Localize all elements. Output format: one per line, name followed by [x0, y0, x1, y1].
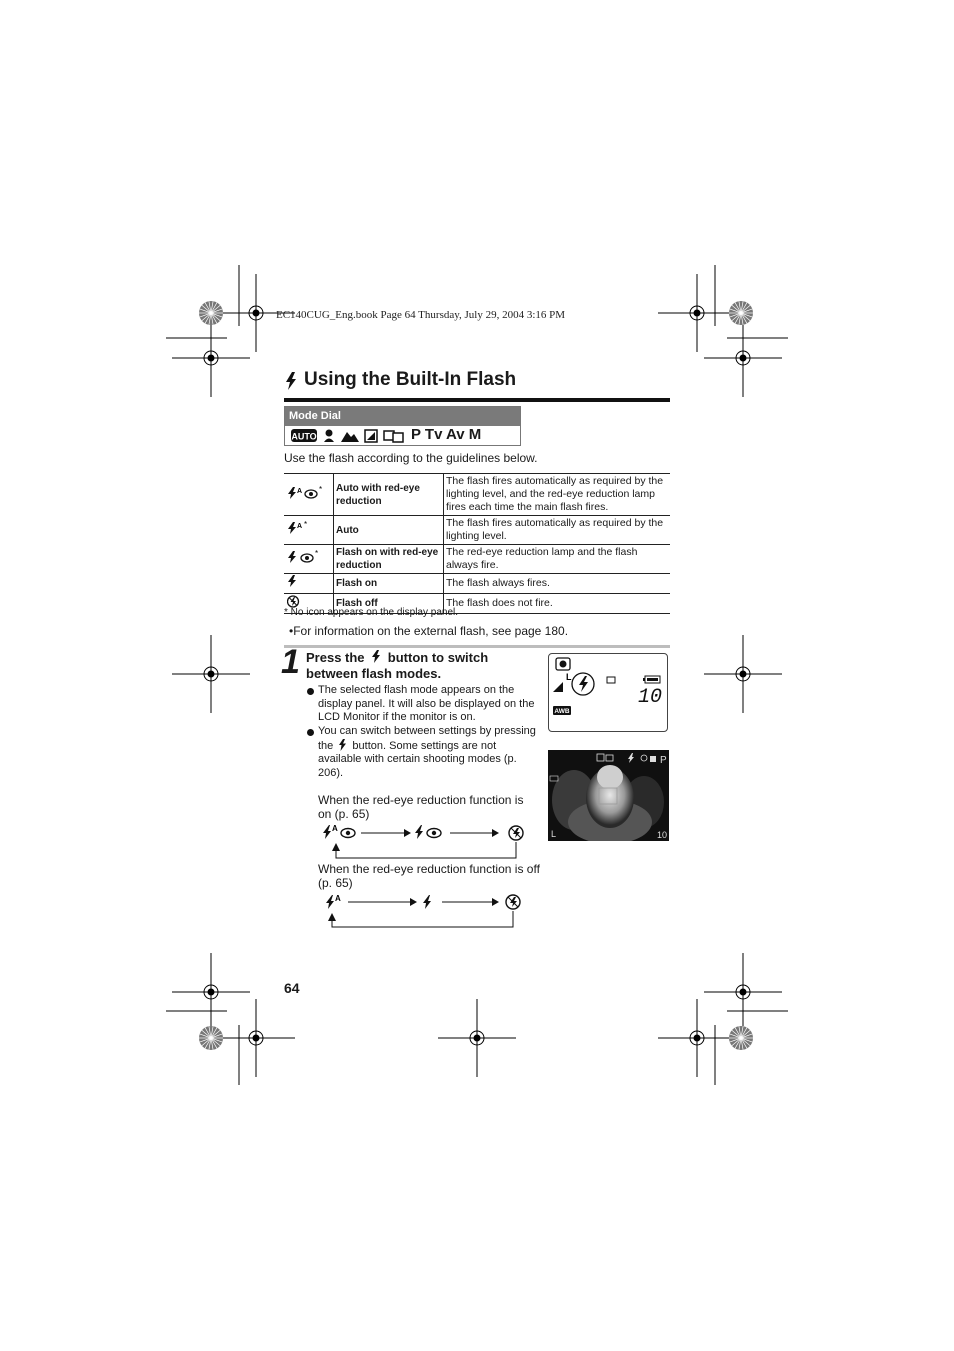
red-eye-on-note: When the red-eye reduction function is on (p. 65)	[318, 793, 524, 821]
table-row	[284, 574, 670, 594]
bullet-text-part: button. Some settings are not available with certain shooting modes (p. 206).	[318, 739, 517, 779]
flash-on-icon	[423, 895, 431, 909]
svg-text:AUTO: AUTO	[291, 431, 317, 442]
svg-text:*: *	[304, 521, 308, 529]
step-title-part: button to switch	[387, 650, 489, 665]
portrait-icon	[324, 430, 334, 443]
camera-mode-icon	[556, 658, 570, 670]
mode-dial-label: Mode Dial	[285, 407, 520, 426]
bullet-text	[318, 725, 539, 780]
list-item	[307, 725, 539, 780]
flash-auto-icon	[284, 516, 334, 545]
table-row	[284, 545, 670, 574]
intro-text: Use the flash according to the guidelines below.	[284, 451, 538, 465]
table-row	[284, 474, 670, 516]
table-footnote: * No icon appears on the display panel.	[284, 607, 459, 618]
flash-on-icon	[572, 673, 594, 695]
awb-icon	[553, 706, 571, 715]
list-item	[307, 684, 539, 725]
bullet-dot	[307, 688, 314, 695]
flash-icon	[371, 650, 381, 663]
page-title	[284, 368, 670, 402]
external-flash-note: •For information on the external flash, see page 180.	[289, 624, 569, 638]
battery-icon	[643, 676, 660, 683]
mode-desc: The red-eye reduction lamp and the flash always fire.	[444, 545, 671, 574]
stitch-assist-icon	[384, 431, 403, 442]
flash-auto-red-eye-icon	[284, 474, 334, 516]
page-number: 64	[284, 980, 300, 996]
panel-size-label: L	[566, 672, 572, 682]
svg-text:A: A	[297, 523, 303, 530]
flash-off-icon	[506, 895, 520, 909]
lock-icon	[650, 756, 656, 762]
flash-on-red-eye-icon	[415, 825, 441, 839]
step-number: 1	[281, 643, 300, 681]
flash-on-red-eye-icon	[284, 545, 334, 574]
svg-text:*: *	[319, 485, 323, 494]
landscape-icon	[341, 432, 359, 442]
cycle-diagram-red-eye-on	[318, 820, 528, 862]
mode-desc: The flash always fires.	[444, 574, 671, 594]
flash-off-icon	[509, 826, 523, 840]
drive-mode-icon	[607, 677, 615, 683]
flash-mode-table	[284, 473, 670, 614]
resolution-icon	[553, 682, 563, 692]
mode-name: Flash on with red-eye reduction	[334, 545, 444, 574]
svg-text:A: A	[332, 824, 338, 833]
mode-desc: The flash fires automatically as required by the lighting level, and the red-eye reduction lamp fires each time the main flash fires.	[444, 474, 671, 516]
auto-icon	[291, 429, 317, 442]
lcd-size-label: L	[551, 829, 557, 839]
bullet-text-part: You can switch between settings by pressing the	[318, 725, 536, 752]
flash-auto-red-eye-icon	[323, 824, 355, 839]
mode-name: Flash off	[334, 594, 444, 614]
mode-dial-modes: P Tv Av M	[411, 426, 482, 443]
mode-desc: The flash fires automatically as required by the lighting level.	[444, 516, 671, 545]
step-title-part: between flash modes.	[306, 666, 442, 681]
dog-head-shape	[597, 765, 623, 789]
display-panel-illustration	[548, 653, 668, 732]
book-header-line: EC140CUG_Eng.book Page 64 Thursday, July 29, 2004 3:16 PM	[276, 309, 566, 321]
flash-auto-icon	[326, 894, 341, 909]
bullet-text: The selected flash mode appears on the display panel. It will also be displayed on the LCD Monitor if the monitor is on.	[318, 684, 535, 723]
flash-icon	[284, 371, 298, 391]
flash-on-icon	[284, 574, 334, 594]
lcd-mode-label: P	[660, 755, 667, 766]
mode-name: Auto with red-eye reduction	[334, 474, 444, 516]
mode-name: Flash on	[334, 574, 444, 594]
bullet-dot	[307, 729, 314, 736]
panel-shots-remaining: 10	[637, 686, 662, 709]
svg-text:AWB: AWB	[554, 708, 570, 715]
svg-text:A: A	[297, 487, 303, 495]
night-scene-icon	[365, 430, 377, 442]
red-eye-off-note: When the red-eye reduction function is off (p. 65)	[318, 862, 540, 890]
lcd-monitor-illustration	[548, 750, 669, 841]
page-title-text: Using the Built-In Flash	[304, 369, 517, 390]
svg-text:*: *	[315, 550, 319, 558]
step-title-part: Press the	[306, 650, 365, 665]
step-title	[306, 650, 488, 682]
section-divider	[284, 645, 670, 648]
svg-text:A: A	[335, 894, 341, 903]
lcd-shots-remaining: 10	[656, 830, 667, 840]
cycle-diagram-red-eye-off	[320, 890, 525, 930]
mode-desc: The flash does not fire.	[444, 594, 671, 614]
mode-dial-box	[284, 406, 521, 446]
mode-name: Auto	[334, 516, 444, 545]
flash-icon	[338, 739, 347, 751]
table-row	[284, 516, 670, 545]
